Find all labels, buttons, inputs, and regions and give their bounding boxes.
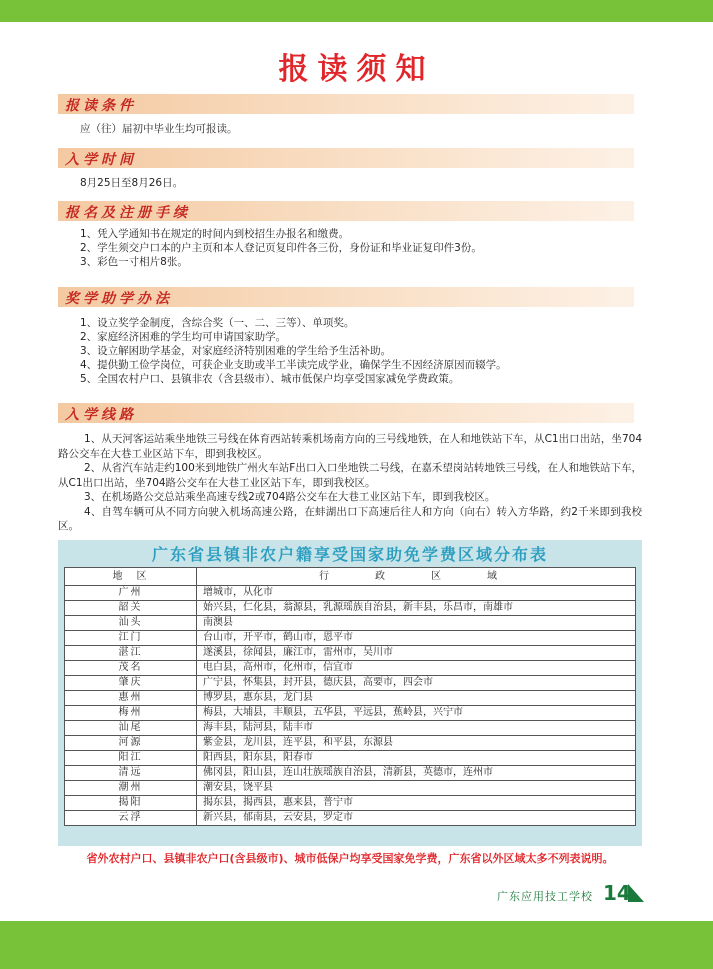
area-cell: 河源 xyxy=(65,736,197,751)
top-color-band xyxy=(0,0,713,22)
list-item: 2、学生须交户口本的户主页和本人登记页复印件各三份，身份证和毕业证复印件3份。 xyxy=(80,242,482,254)
table-row xyxy=(65,706,636,721)
districts-cell: 阳西县，阳东县，阳春市 xyxy=(197,751,636,766)
page-number: 14 xyxy=(603,881,631,905)
districts-cell: 紫金县，龙川县，连平县，和平县，东源县 xyxy=(197,736,636,751)
section-title: 报名及注册手续 xyxy=(65,205,191,221)
area-cell: 汕尾 xyxy=(65,721,197,736)
list-item: 5、全国农村户口、县镇非农（含县级市）、城市低保户均享受国家减免学费政策。 xyxy=(80,373,460,385)
districts-cell: 南澳县 xyxy=(197,616,636,631)
list-item: 1、从天河客运站乘坐地铁三号线在体育西站转乘机场南方向的三号线地铁，在人和地铁站下车，从C1出口出站，坐704路公交车在大巷工业区站下车，即到我校区。 xyxy=(58,433,642,460)
section-header-enrollment-time xyxy=(58,148,634,168)
list-item: 4、提供勤工俭学岗位，可获企业支助或半工半读完成学业，确保学生不因经济原因而辍学。 xyxy=(80,359,507,371)
table-row xyxy=(65,631,636,646)
table-row xyxy=(65,616,636,631)
bottom-color-band xyxy=(0,921,713,969)
region-table-title: 广东省县镇非农户籍享受国家助免学费区域分布表 xyxy=(151,545,548,564)
registration-list xyxy=(80,227,482,269)
area-cell: 阳江 xyxy=(65,751,197,766)
districts-cell: 揭东县，揭西县，惠来县，普宁市 xyxy=(197,796,636,811)
table-row xyxy=(65,751,636,766)
districts-cell: 潮安县，饶平县 xyxy=(197,781,636,796)
districts-cell: 遂溪县，徐闻县，廉江市，雷州市，吴川市 xyxy=(197,646,636,661)
list-item: 3、彩色一寸相片8张。 xyxy=(80,256,188,268)
routes-list xyxy=(58,432,642,534)
table-row xyxy=(65,601,636,616)
table-row xyxy=(65,661,636,676)
list-item: 3、设立解困助学基金，对家庭经济特别困难的学生给予生活补助。 xyxy=(80,345,392,357)
table-header-row xyxy=(65,568,636,586)
districts-cell: 电白县，高州市，化州市，信宜市 xyxy=(197,661,636,676)
section-title: 入学线路 xyxy=(65,407,137,423)
districts-cell: 新兴县，郁南县，云安县，罗定市 xyxy=(197,811,636,826)
districts-cell: 梅县，大埔县，丰顺县，五华县，平远县，蕉岭县，兴宁市 xyxy=(197,706,636,721)
area-cell: 肇庆 xyxy=(65,676,197,691)
section-header-conditions xyxy=(58,94,634,114)
section-title: 入学时间 xyxy=(65,152,137,168)
area-cell: 汕头 xyxy=(65,616,197,631)
list-item: 2、从省汽车站走约100米到地铁广州火车站F出口入口坐地铁二号线，在嘉禾望岗站转地铁三号线，在人和地铁站下车，从C1出口出站，坐704路公交车在大巷工业区站下车，即到我校区。 xyxy=(58,462,642,489)
districts-cell: 广宁县，怀集县，封开县，德庆县，高要市，四会市 xyxy=(197,676,636,691)
column-header-area: 地 区 xyxy=(65,568,197,586)
districts-cell: 台山市，开平市，鹤山市，恩平市 xyxy=(197,631,636,646)
districts-cell: 佛冈县，阳山县，连山壮族瑶族自治县，清新县，英德市，连州市 xyxy=(197,766,636,781)
table-row xyxy=(65,811,636,826)
section-header-routes xyxy=(58,403,634,423)
table-row xyxy=(65,721,636,736)
table-row xyxy=(65,691,636,706)
area-cell: 潮州 xyxy=(65,781,197,796)
section-header-registration xyxy=(58,201,634,221)
page-corner-triangle-icon xyxy=(628,884,644,902)
districts-cell: 博罗县，惠东县，龙门县 xyxy=(197,691,636,706)
section-title: 报读条件 xyxy=(65,98,137,114)
footer-school-name: 广东应用技工学校 xyxy=(497,890,593,903)
table-row xyxy=(65,586,636,601)
table-row xyxy=(65,796,636,811)
table-row xyxy=(65,676,636,691)
table-row xyxy=(65,766,636,781)
area-cell: 江门 xyxy=(65,631,197,646)
area-cell: 云浮 xyxy=(65,811,197,826)
area-cell: 梅州 xyxy=(65,706,197,721)
table-footnote: 省外农村户口、县镇非农户口(含县级市)、城市低保户均享受国家免学费，广东省以外区域太多不列表说明。 xyxy=(86,852,614,865)
area-cell: 惠州 xyxy=(65,691,197,706)
list-item: 2、家庭经济困难的学生均可申请国家助学。 xyxy=(80,331,287,343)
table-row xyxy=(65,736,636,751)
column-header-districts: 行 政 区 域 xyxy=(197,568,636,586)
districts-cell: 海丰县，陆河县，陆丰市 xyxy=(197,721,636,736)
districts-cell: 始兴县，仁化县，翁源县，乳源瑶族自治县，新丰县，乐昌市，南雄市 xyxy=(197,601,636,616)
table-row xyxy=(65,646,636,661)
area-cell: 清远 xyxy=(65,766,197,781)
table-row xyxy=(65,781,636,796)
list-item: 3、在机场路公交总站乘坐高速专线2或704路公交车在大巷工业区站下车，即到我校区。 xyxy=(84,491,496,503)
area-cell: 湛江 xyxy=(65,646,197,661)
page-title: 报读须知 xyxy=(278,52,435,87)
region-table xyxy=(64,567,636,826)
area-cell: 揭阳 xyxy=(65,796,197,811)
section-header-aid xyxy=(58,287,634,307)
aid-list xyxy=(80,316,507,386)
districts-cell: 增城市，从化市 xyxy=(197,586,636,601)
enrollment-time-text: 8月25日至8月26日。 xyxy=(80,177,184,189)
list-item: 1、凭入学通知书在规定的时间内到校招生办报名和缴费。 xyxy=(80,228,350,240)
list-item: 4、自驾车辆可从不同方向驶入机场高速公路，在蚌湖出口下高速后往人和方向（向右）转入方华路，约2千米即到我校区。 xyxy=(58,505,642,532)
area-cell: 广州 xyxy=(65,586,197,601)
section-title: 奖学助学办法 xyxy=(65,291,173,307)
area-cell: 韶关 xyxy=(65,601,197,616)
region-table-panel xyxy=(58,540,642,846)
list-item: 1、设立奖学金制度，含综合奖（一、二、三等）、单项奖。 xyxy=(80,317,355,329)
area-cell: 茂名 xyxy=(65,661,197,676)
conditions-text: 应（往）届初中毕业生均可报读。 xyxy=(80,123,238,135)
